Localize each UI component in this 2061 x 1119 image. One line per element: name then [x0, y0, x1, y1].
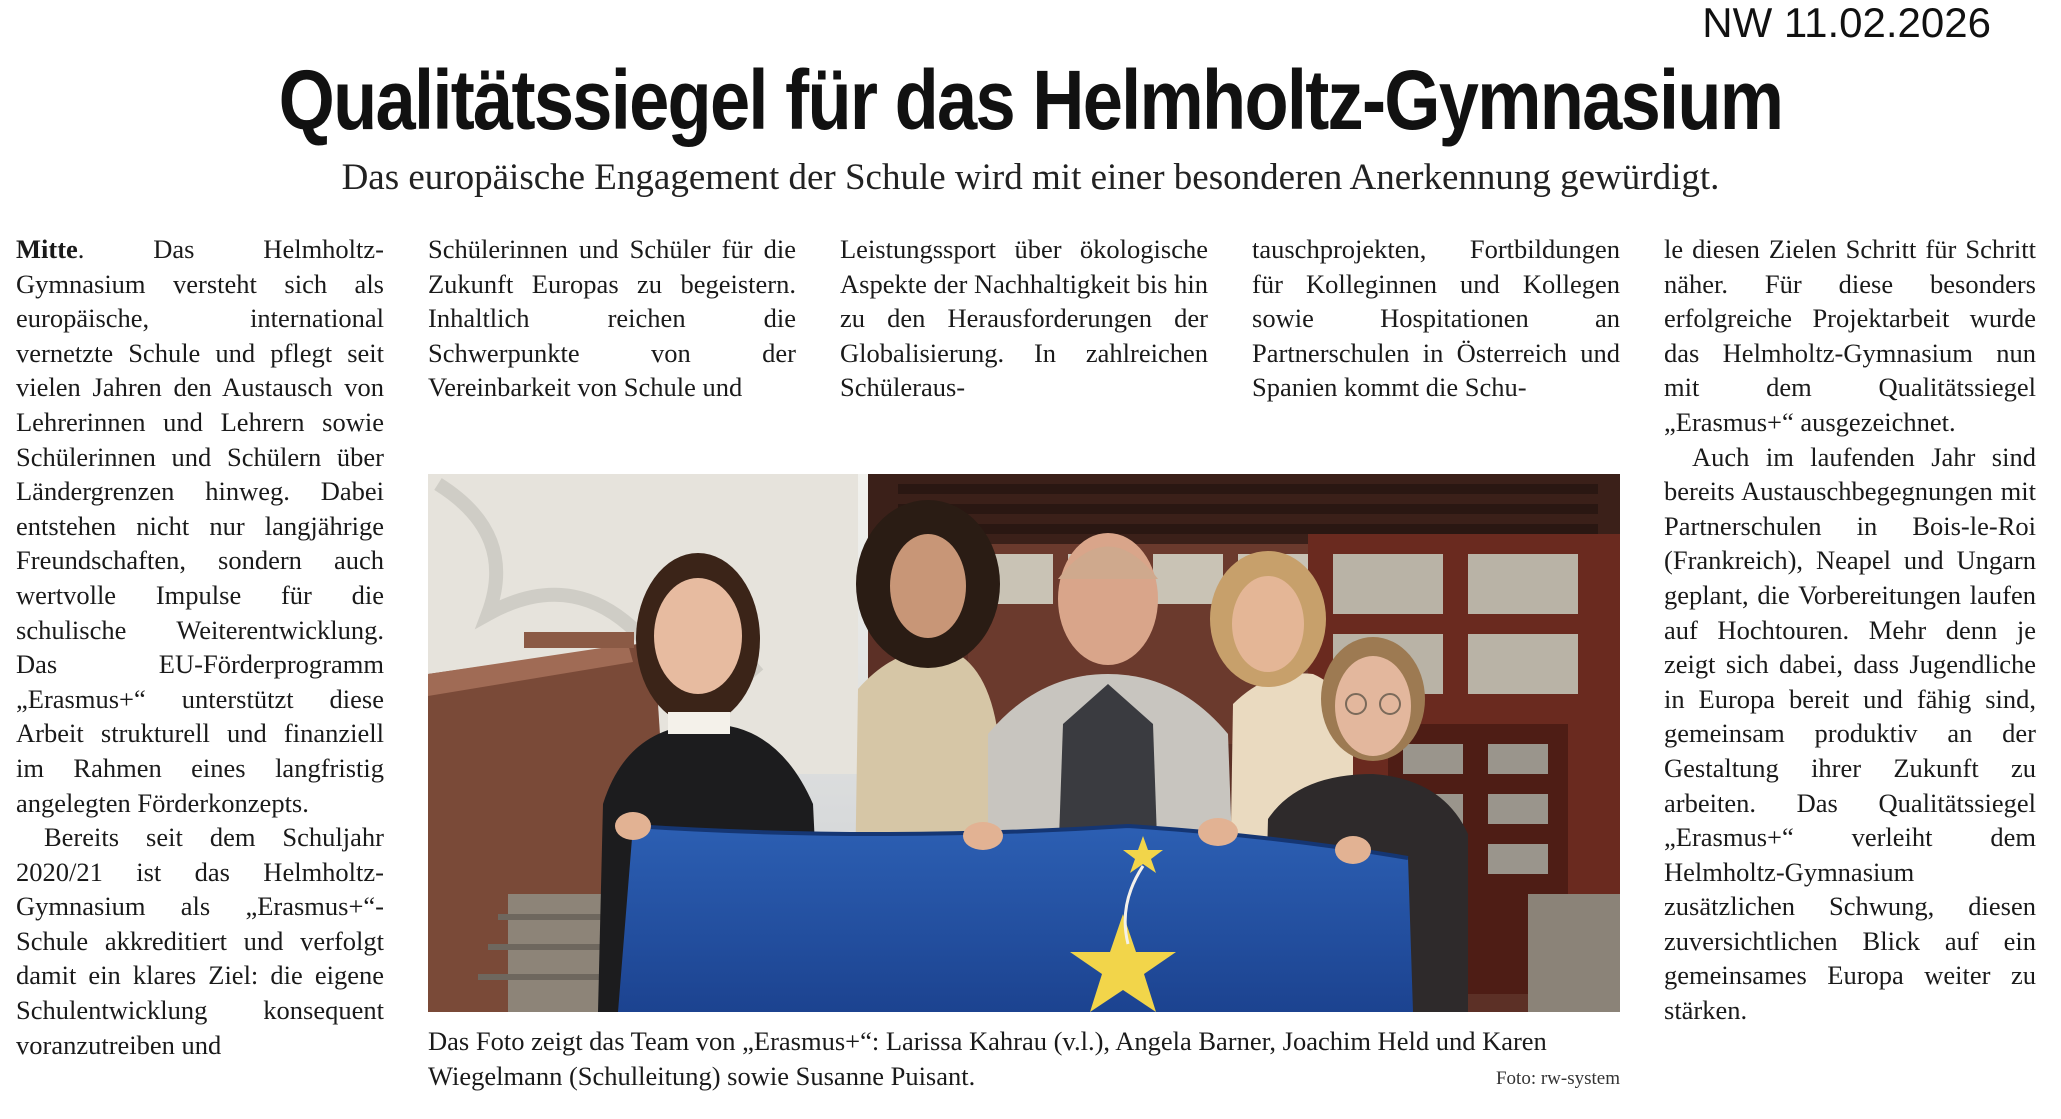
source-date-stamp: NW 11.02.2026: [1702, 0, 1991, 46]
photo-credit: Foto: rw-system: [1495, 1068, 1620, 1089]
team-photo: [428, 474, 1620, 1012]
text-column-5: [1664, 232, 2036, 1028]
dateline: Mitte: [16, 234, 78, 264]
article-subheadline: Das europäische Engagement der Schule wird mit einer besonderen Anerkennung gewürdigt.: [341, 157, 1720, 198]
article-headline: Qualitätssiegel für das Helmholtz-Gymnasium: [278, 53, 1783, 147]
column-4-text: tauschprojekten, Fortbildungen für Kolleginnen und Kollegen sowie Hospitationen an Partnerschulen in Österreich und Spanien kommt die Schu-: [1252, 234, 1620, 403]
paragraph-intro: [16, 232, 384, 820]
erasmus-flag: [618, 826, 1413, 1012]
text-column-4: [1252, 232, 1620, 405]
text-column-3: [840, 232, 1208, 405]
text-column-2: [428, 232, 796, 405]
intro-text: . Das Helmholtz-Gymnasium versteht sich als europäische, international vernetzte Schule und pflegt seit vielen Jahren den Austausch von Lehrerinnen und Lehrern sowie Schülerinnen und Schülern über Ländergrenzen hinweg. Dabei entstehen nicht nur langjährige Freundschaften, sondern auch wertvolle Impulse für die schulische Weiterentwicklung. Das EU-Förderprogramm „Erasmus+“ unterstützt diese Arbeit strukturell und finanziell im Rahmen eines langfristig angelegten Förderkonzepts.: [16, 234, 384, 818]
paragraph-outlook: Auch im laufenden Jahr sind bereits Austauschbegegnungen mit Partnerschulen in Bois-le-Roi (Frankreich), Neapel und Ungarn geplant, die Vorbereitungen laufen auf Hochtouren. Mehr denn je zeigt sich dabei, dass Jugendliche in Europa bereit und fähig sind, gemeinsam produktiv an der Gestaltung ihrer Zukunft zu arbeiten. Das Qualitätssiegel „Erasmus+“ verleiht dem Helmholtz-Gymnasium zusätzlichen Schwung, diesen zuversichtlichen Blick auf ein gemeinsames Europa weiter zu stärken.: [1664, 441, 2036, 1026]
text-column-1: [16, 232, 384, 1062]
photo-caption: Das Foto zeigt das Team von „Erasmus+“: Larissa Kahrau (v.l.), Angela Barner, Joachim Held und Karen Wiegelmann (Schulleitung) sowie Susanne Puisant.: [428, 1026, 1547, 1091]
column-5-text: le diesen Zielen Schritt für Schritt näher. Für diese besonders erfolgreiche Projektarbeit wurde das Helmholtz-Gymnasium nun mit dem Qualitätssiegel „Erasmus+“ ausgezeichnet.: [1664, 234, 2036, 437]
column-3-text: Leistungssport über ökologische Aspekte der Nachhaltigkeit bis hin zu den Herausforderungen der Globalisierung. In zahlreichen Schüleraus-: [840, 234, 1208, 403]
paragraph-accreditation: Bereits seit dem Schuljahr 2020/21 ist das Helmholtz-Gymnasium als „Erasmus+“-Schule akkreditiert und verfolgt damit ein klares Ziel: die eigene Schulentwicklung konsequent voranzutreiben und: [16, 822, 384, 1060]
column-2-text: Schülerinnen und Schüler für die Zukunft Europas zu begeistern. Inhaltlich reichen die Schwerpunkte von der Vereinbarkeit von Schule und: [428, 234, 796, 403]
